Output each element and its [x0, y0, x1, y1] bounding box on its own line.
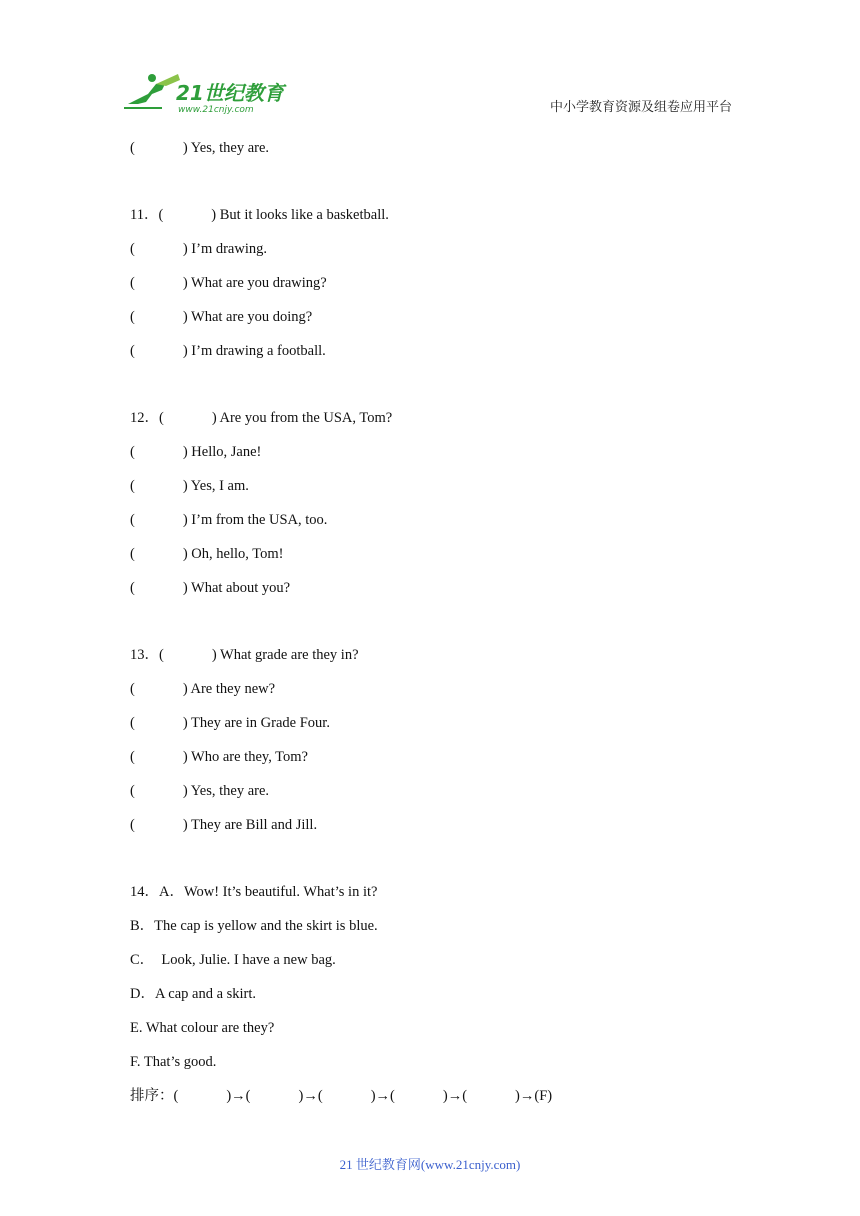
q14-order-line: 排序：( )→( )→( )→( )→( )→(F): [130, 1088, 553, 1104]
q13-line: ( ) Yes, they are.: [130, 783, 270, 799]
q11-line: ( ) What are you doing?: [130, 309, 313, 325]
q11-line: ( ) I’m drawing a football.: [130, 343, 326, 359]
document-body: [130, 136, 750, 1118]
q14-option-c: C． Look, Julie. I have a new bag.: [130, 952, 336, 968]
site-logo: [122, 70, 292, 114]
q14-option-f: F. That’s good.: [130, 1054, 217, 1070]
q14-option-a: 14．A．Wow! It’s beautiful. What’s in it?: [130, 884, 378, 900]
footer-link[interactable]: 21 世纪教育网(www.21cnjy.com): [339, 1157, 521, 1172]
q11-line: ( ) What are you drawing?: [130, 275, 327, 291]
q14-option-e: E. What colour are they?: [130, 1020, 275, 1036]
q14-option-d: D．A cap and a skirt.: [130, 986, 257, 1002]
q13-line: ( ) Who are they, Tom?: [130, 749, 308, 765]
q14-option-b: B．The cap is yellow and the skirt is blue.: [130, 918, 378, 934]
q13-line: ( ) They are in Grade Four.: [130, 715, 330, 731]
q10-line: ( ) Yes, they are.: [130, 140, 270, 156]
q12-line: ( ) Hello, Jane!: [130, 444, 262, 460]
q13-first-line: 13．( ) What grade are they in?: [130, 647, 359, 663]
logo-subtext: www.21cnjy.com: [178, 105, 254, 114]
logo-text: 21世纪教育: [176, 81, 284, 105]
platform-title: 中小学教育资源及组卷应用平台: [549, 100, 732, 115]
q11-line: ( ) I’m drawing.: [130, 241, 267, 257]
q12-line: ( ) What about you?: [130, 580, 291, 596]
q12-line: ( ) Oh, hello, Tom!: [130, 546, 284, 562]
q13-line: ( ) Are they new?: [130, 681, 276, 697]
q12-line: ( ) I’m from the USA, too.: [130, 512, 328, 528]
q12-first-line: 12．( ) Are you from the USA, Tom?: [130, 410, 393, 426]
q13-line: ( ) They are Bill and Jill.: [130, 817, 318, 833]
q12-line: ( ) Yes, I am.: [130, 478, 249, 494]
q11-first-line: 11．( ) But it looks like a basketball.: [130, 207, 389, 223]
